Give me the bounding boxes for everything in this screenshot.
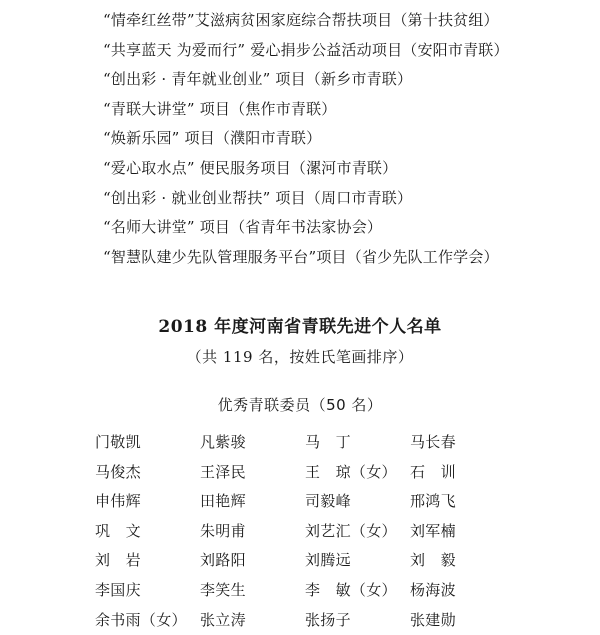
person-name: 李笑生 [200, 580, 246, 599]
person-name: 刘艺汇（女） [305, 521, 397, 540]
project-item: “焕新乐园” 项目（濮阳市青联） [103, 129, 322, 148]
person-name: 凡紫骏 [200, 433, 246, 451]
project-item: “智慧队建少先队管理服务平台”项目（省少先队工作学会） [103, 247, 499, 266]
name-row [95, 606, 555, 635]
person-name: 杨海波 [410, 580, 456, 599]
project-item: “青联大讲堂” 项目（焦作市青联） [103, 99, 337, 118]
person-name: 张扬子 [305, 610, 351, 629]
person-name: 王 琼（女） [305, 462, 397, 481]
section-title: 2018 年度河南省青联先进个人名单 [158, 317, 442, 337]
project-item: “共享蓝天 为爱而行” 爱心捐步公益活动项目（安阳市青联） [103, 40, 509, 59]
person-name: 李国庆 [95, 580, 141, 599]
project-item: “创出彩 · 就业创业帮扶” 项目（周口市青联） [103, 188, 413, 207]
person-name: 刘腾远 [305, 551, 351, 570]
person-name: 马长春 [410, 433, 456, 451]
person-name: 马俊杰 [95, 462, 141, 481]
person-name: 刘 岩 [95, 551, 141, 570]
name-row [95, 428, 555, 458]
person-name: 司毅峰 [305, 492, 351, 511]
person-name: 石 训 [410, 462, 456, 481]
person-name: 朱明甫 [200, 521, 246, 540]
person-name: 邢鸿飞 [410, 492, 456, 511]
name-row [95, 576, 555, 606]
person-name: 李 敏（女） [305, 580, 397, 599]
person-name: 田艳辉 [200, 492, 246, 511]
project-item: “爱心取水点” 便民服务项目（漯河市青联） [103, 158, 398, 177]
project-item: “情牵红丝带”艾滋病贫困家庭综合帮扶项目（第十扶贫组） [103, 11, 499, 29]
person-name: 张立涛 [200, 610, 246, 629]
name-row [95, 517, 555, 547]
name-row [95, 546, 555, 576]
person-name: 张建勋 [410, 610, 456, 629]
project-list [103, 6, 583, 272]
person-name: 刘 毅 [410, 551, 456, 570]
person-name: 刘路阳 [200, 551, 246, 570]
project-item: “创出彩 · 青年就业创业” 项目（新乡市青联） [103, 70, 413, 89]
person-name: 巩 文 [95, 521, 141, 540]
person-name: 刘军楠 [410, 521, 456, 540]
category-title: 优秀青联委员（50 名） [217, 396, 383, 414]
person-name: 王泽民 [200, 462, 246, 481]
section-note: （共 119 名，按姓氏笔画排序） [186, 348, 414, 366]
person-name: 申伟辉 [95, 492, 141, 511]
person-name: 余书雨（女） [95, 610, 187, 629]
project-item: “名师大讲堂” 项目（省青年书法家协会） [103, 218, 383, 237]
name-row [95, 458, 555, 488]
name-grid [95, 428, 555, 635]
name-row [95, 487, 555, 517]
person-name: 马 丁 [305, 433, 351, 451]
person-name: 门敬凯 [95, 433, 141, 451]
